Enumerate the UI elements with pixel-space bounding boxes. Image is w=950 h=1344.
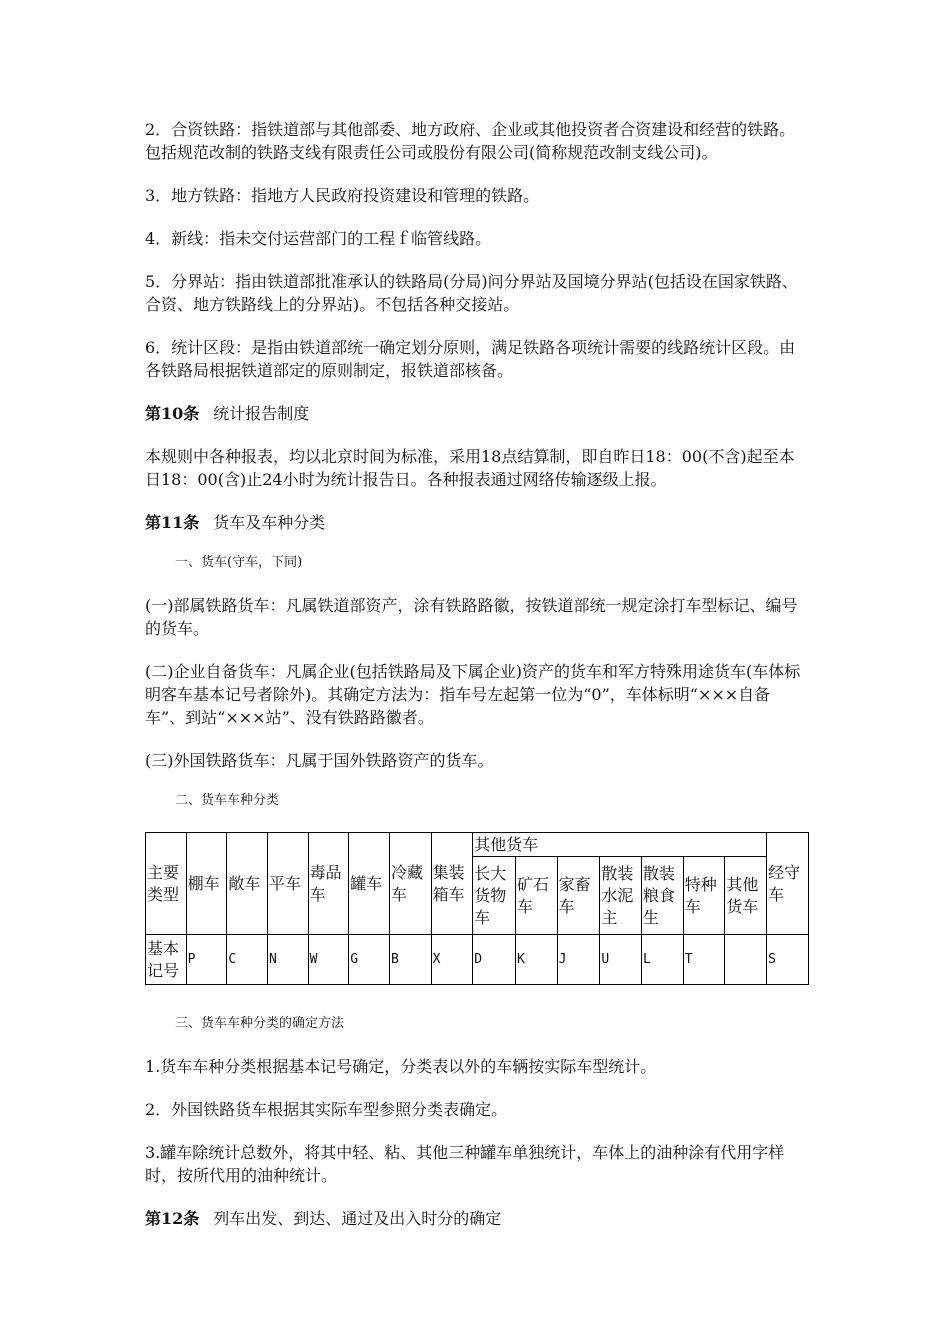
- article-10-title: 统计报告制度: [213, 404, 310, 423]
- code-cell: D: [473, 935, 516, 985]
- code-cell: W: [308, 935, 349, 985]
- code-cell: P: [186, 935, 227, 985]
- article-11-title: 货车及车种分类: [213, 513, 326, 532]
- code-cell: L: [642, 935, 684, 985]
- code-cell: X: [431, 935, 473, 985]
- clause-local-railway: 3．地方铁路：指地方人民政府投资建设和管理的铁路。: [145, 186, 540, 205]
- type-cell: 集装箱车: [431, 833, 473, 935]
- code-cell: J: [557, 935, 600, 985]
- type-cell: 散装粮食生: [642, 857, 684, 935]
- clause-foreign-wagon: (三)外国铁路货车：凡属于国外铁路资产的货车。: [145, 751, 494, 770]
- article-12-heading: [145, 1207, 810, 1230]
- article-12-number: 第12条: [145, 1209, 200, 1228]
- type-cell: 棚车: [186, 833, 227, 935]
- clause-new-line: 4．新线：指未交付运营部门的工程ｆ临管线路。: [145, 229, 492, 248]
- type-cell: 长大货物车: [473, 857, 516, 935]
- article-12-title: 列车出发、到达、通过及出入时分的确定: [213, 1209, 502, 1228]
- clause-enterprise-wagon: (二)企业自备货车：凡属企业(包括铁路局及下属企业)资产的货车和军方特殊用途货车(车体标明客车基本记号者除外)。其确定方法为：指车号左起第一位为“0”，车体标明“×××自备车”、到站“×××站”、没有铁路路徽者。: [145, 662, 801, 727]
- row-header-basic-code: 基本记号: [146, 935, 187, 985]
- type-cell: 经守车: [767, 833, 809, 935]
- type-cell: 特种车: [683, 857, 725, 935]
- code-cell: [725, 935, 767, 985]
- code-cell: N: [267, 935, 308, 985]
- type-cell: 罐车: [349, 833, 390, 935]
- article-10-number: 第10条: [145, 404, 200, 423]
- method-clause-3: 3.罐车除统计总数外，将其中轻、粘、其他三种罐车单独统计，车体上的油种涂有代用字样时，按所代用的油种统计。: [145, 1143, 785, 1185]
- wagon-classification-table: [145, 832, 809, 985]
- clause-joint-railway: 2．合资铁路：指铁道部与其他部委、地方政府、企业或其他投资者合资建设和经营的铁路。包括规范改制的铁路支线有限责任公司或股份有限公司(简称规范改制支线公司)。: [145, 120, 796, 162]
- table-row-group-header: [146, 833, 809, 857]
- clause-ministry-wagon: (一)部属铁路货车：凡属铁道部资产，涂有铁路路徽，按铁道部统一规定涂打车型标记、编号的货车。: [145, 596, 798, 638]
- code-cell: B: [389, 935, 431, 985]
- article-11-number: 第11条: [145, 513, 200, 532]
- method-clause-1: 1.货车车种分类根据基本记号确定，分类表以外的车辆按实际车型统计。: [145, 1057, 657, 1076]
- code-cell: T: [683, 935, 725, 985]
- code-cell: U: [600, 935, 642, 985]
- subsection-1-title: 一、货车(守车，下同): [175, 555, 303, 570]
- subsection-2-title: 二、货车车种分类: [175, 793, 280, 808]
- table-row-codes: [146, 935, 809, 985]
- type-cell: 平车: [267, 833, 308, 935]
- row-header-main-type: 主要类型: [146, 833, 187, 935]
- subsection-3-title: 三、货车车种分类的确定方法: [175, 1016, 345, 1031]
- article-10-body: 本规则中各种报表，均以北京时间为标准，采用18点结算制，即自昨日18：00(不含)起至本日18：00(含)止24小时为统计报告日。各种报表通过网络传输逐级上报。: [145, 447, 795, 489]
- code-cell: S: [767, 935, 809, 985]
- other-wagons-group-header: 其他货车: [473, 833, 767, 857]
- article-11-heading: [145, 511, 810, 534]
- method-clause-2: 2．外国铁路货车根据其实际车型参照分类表确定。: [145, 1100, 508, 1119]
- type-cell: 散装水泥主: [600, 857, 642, 935]
- code-cell: K: [515, 935, 557, 985]
- code-cell: C: [227, 935, 268, 985]
- article-10-heading: [145, 402, 810, 425]
- type-cell: 其他货车: [725, 857, 767, 935]
- document-page: [145, 118, 810, 1250]
- clause-boundary-station: 5．分界站：指由铁道部批准承认的铁路局(分局)问分界站及国境分界站(包括设在国家铁路、合资、地方铁路线上的分界站)。不包括各种交接站。: [145, 272, 798, 314]
- type-cell: 矿石车: [515, 857, 557, 935]
- code-cell: G: [349, 935, 390, 985]
- type-cell: 家畜车: [557, 857, 600, 935]
- type-cell: 冷藏车: [389, 833, 431, 935]
- type-cell: 毒品车: [308, 833, 349, 935]
- type-cell: 敞车: [227, 833, 268, 935]
- clause-statistical-section: 6．统计区段：是指由铁道部统一确定划分原则，满足铁路各项统计需要的线路统计区段。由各铁路局根据铁道部定的原则制定，报铁道部核备。: [145, 338, 796, 380]
